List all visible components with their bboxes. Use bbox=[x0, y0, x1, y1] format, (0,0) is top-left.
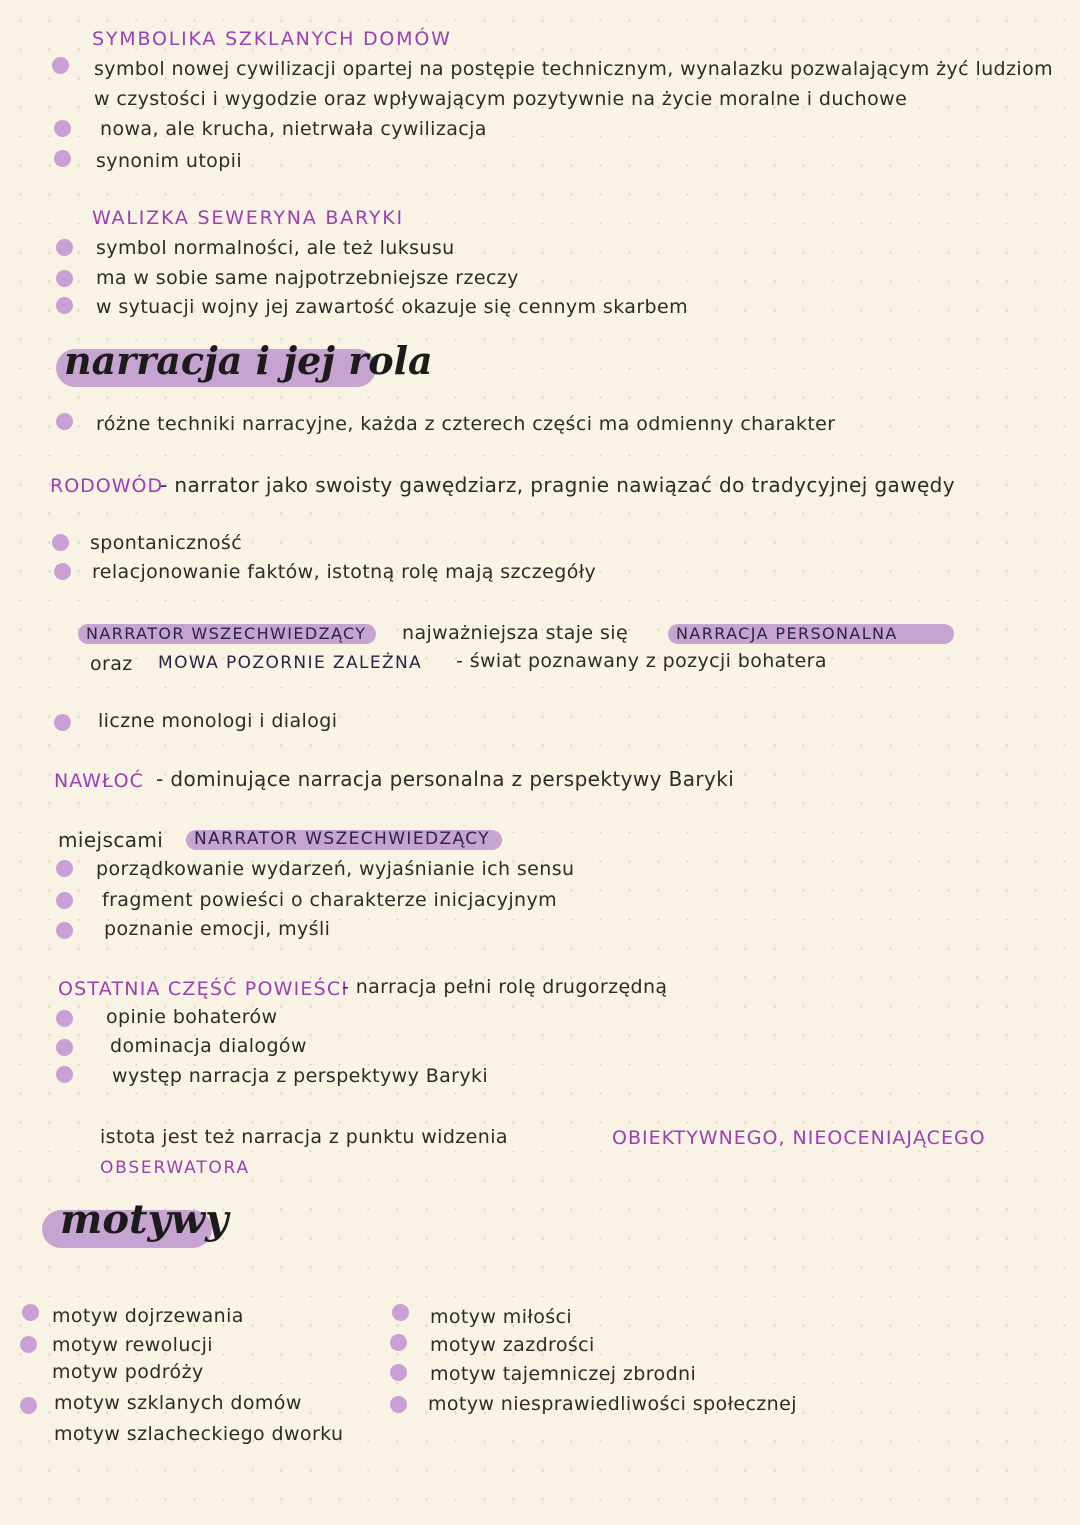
motyw-left-3: motyw podróży bbox=[52, 1361, 204, 1383]
bullet bbox=[54, 714, 71, 731]
miejscami-label: miejscami bbox=[58, 828, 164, 852]
bullet bbox=[56, 297, 73, 314]
rodowod-label: RODOWÓD bbox=[50, 475, 164, 497]
narrator-box-oraz: oraz bbox=[90, 653, 133, 675]
mowa-pozornie-zalezna: MOWA POZORNIE ZALEŻNA bbox=[158, 653, 423, 673]
motyw-left-1: motyw dojrzewania bbox=[52, 1305, 244, 1327]
symbolika-item-3: synonim utopii bbox=[96, 150, 243, 172]
bullet bbox=[54, 563, 71, 580]
walizka-heading: WALIZKA SEWERYNA BARYKI bbox=[92, 207, 404, 229]
ostatnia-item-3: występ narracja z perspektywy Baryki bbox=[112, 1065, 489, 1087]
bullet bbox=[392, 1304, 409, 1321]
walizka-item-3: w sytuacji wojny jej zawartość okazuje się cennym skarbem bbox=[96, 296, 688, 318]
bullet bbox=[54, 150, 71, 167]
bullet bbox=[22, 1304, 39, 1321]
bullet bbox=[56, 892, 73, 909]
motywy-title: motywy bbox=[60, 1196, 229, 1243]
miejscami-item-3: poznanie emocji, myśli bbox=[104, 918, 331, 940]
miejscami-item-1: porządkowanie wydarzeń, wyjaśnianie ich sensu bbox=[96, 858, 575, 880]
obserwatora: OBSERWATORA bbox=[100, 1158, 250, 1178]
monologi: liczne monologi i dialogi bbox=[98, 710, 338, 732]
motyw-left-4: motyw szklanych domów bbox=[54, 1392, 302, 1414]
rodowod-item-1: spontaniczność bbox=[90, 532, 243, 554]
bullet bbox=[56, 270, 73, 287]
bullet bbox=[56, 922, 73, 939]
motyw-right-3: motyw tajemniczej zbrodni bbox=[430, 1363, 697, 1385]
motyw-right-4: motyw niesprawiedliwości społecznej bbox=[428, 1393, 797, 1415]
rodowod-item-2: relacjonowanie faktów, istotną rolę mają szczegóły bbox=[92, 561, 597, 583]
ostatnia-label: OSTATNIA CZĘŚĆ POWIEŚCI bbox=[58, 978, 349, 1000]
bullet bbox=[54, 120, 71, 137]
motyw-right-1: motyw miłości bbox=[430, 1306, 573, 1328]
nawloc-text: - dominujące narracja personalna z perspektywy Baryki bbox=[156, 767, 735, 791]
bullet bbox=[56, 1010, 73, 1027]
bullet bbox=[56, 413, 73, 430]
ostatnia-item-1: opinie bohaterów bbox=[106, 1006, 278, 1028]
bullet bbox=[56, 239, 73, 256]
bullet bbox=[52, 534, 69, 551]
miejscami-item-2: fragment powieści o charakterze inicjacyjnym bbox=[102, 889, 558, 911]
bullet bbox=[20, 1397, 37, 1414]
narrator-wszechwiedzacy-1: NARRATOR WSZECHWIEDZĄCY bbox=[86, 624, 367, 643]
motyw-left-5: motyw szlacheckiego dworku bbox=[54, 1423, 344, 1445]
istota-text: istota jest też narracja z punktu widzenia bbox=[100, 1126, 508, 1148]
narracja-personalna: NARRACJA PERSONALNA bbox=[676, 624, 898, 643]
symbolika-item-2: nowa, ale krucha, nietrwała cywilizacja bbox=[100, 118, 487, 140]
ostatnia-text: - narracja pełni rolę drugorzędną bbox=[342, 976, 668, 998]
narrator-box-text: najważniejsza staje się bbox=[402, 622, 629, 644]
bullet bbox=[56, 860, 73, 877]
walizka-item-2: ma w sobie same najpotrzebniejsze rzeczy bbox=[96, 267, 519, 289]
motyw-left-2: motyw rewolucji bbox=[52, 1334, 213, 1356]
narrator-box-swiat: - świat poznawany z pozycji bohatera bbox=[456, 650, 827, 672]
motyw-right-2: motyw zazdrości bbox=[430, 1334, 595, 1356]
symbolika-item-1: symbol nowej cywilizacji opartej na postępie technicznym, wynalazku pozwalającym żyć ludziom bbox=[94, 58, 1054, 80]
bullet bbox=[390, 1334, 407, 1351]
ostatnia-item-2: dominacja dialogów bbox=[110, 1035, 307, 1057]
rodowod-text: - narrator jako swoisty gawędziarz, pragnie nawiązać do tradycyjnej gawędy bbox=[160, 473, 956, 497]
symbolika-item-1-cont: w czystości i wygodzie oraz wpływającym pozytywnie na życie moralne i duchowe bbox=[94, 88, 908, 110]
bullet bbox=[52, 57, 69, 74]
bullet bbox=[390, 1396, 407, 1413]
bullet bbox=[390, 1364, 407, 1381]
bullet bbox=[20, 1336, 37, 1353]
nawloc-label: NAWŁOĆ bbox=[54, 770, 144, 792]
narrator-wszechwiedzacy-2: NARRATOR WSZECHWIEDZĄCY bbox=[194, 829, 490, 849]
walizka-item-1: symbol normalności, ale też luksusu bbox=[96, 237, 455, 259]
narracja-intro: różne techniki narracyjne, każda z czterech części ma odmienny charakter bbox=[96, 413, 836, 435]
obiektywnego: OBIEKTYWNEGO, NIEOCENIAJĄCEGO bbox=[612, 1127, 986, 1149]
bullet bbox=[56, 1066, 73, 1083]
symbolika-heading: SYMBOLIKA SZKLANYCH DOMÓW bbox=[92, 28, 452, 50]
bullet bbox=[56, 1039, 73, 1056]
narracja-title: narracja i jej rola bbox=[64, 338, 433, 383]
